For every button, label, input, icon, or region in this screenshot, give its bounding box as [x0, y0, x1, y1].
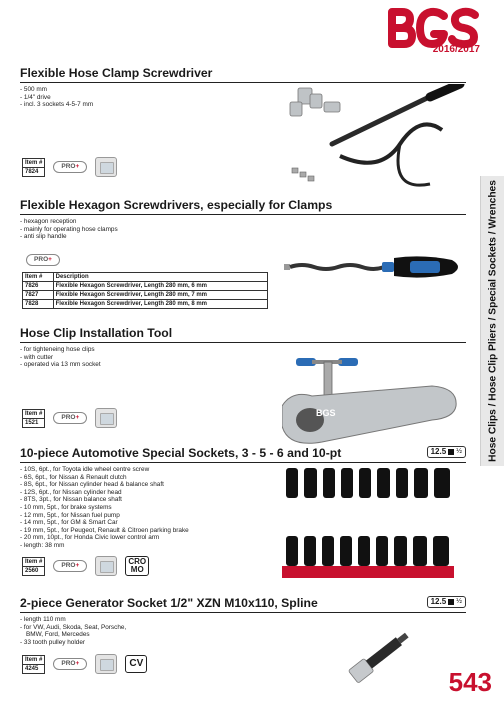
- item-description-table: [22, 272, 268, 309]
- feature-item: - 500 mm: [20, 86, 47, 93]
- category-side-tab-label: Hose Clips / Hose Clip Pliers / Special Sockets / Wrenches: [487, 180, 498, 462]
- standard-icon: [95, 408, 117, 428]
- table-row[interactable]: [23, 300, 268, 309]
- item-header: Item #: [23, 409, 45, 418]
- pro-badge: PRO+: [53, 658, 87, 670]
- feature-item: - 20 mm, 10pt., for Honda Civic lower control arm: [20, 534, 160, 542]
- feature-item: - 6S, 6pt., for Nissan & Renault clutch: [20, 473, 127, 481]
- feature-item: - 10 mm, 5pt., for brake systems: [20, 503, 112, 511]
- product-section-flexible-hexagon-screwdrivers: [20, 198, 466, 241]
- feature-item: - with cutter: [20, 353, 54, 361]
- item-number: 7826: [23, 282, 54, 291]
- feature-list: [20, 218, 466, 241]
- item-number: 7827: [23, 291, 54, 300]
- feature-item: - hexagon reception: [20, 218, 77, 225]
- item-description: Flexible Hexagon Screwdriver, Length 280 mm, 7 mm: [53, 291, 267, 300]
- item-number[interactable]: 4245: [23, 664, 45, 673]
- svg-text:BGS: BGS: [316, 408, 336, 418]
- feature-item: - for tighteneing hose clips: [20, 346, 95, 353]
- item-description: Flexible Hexagon Screwdriver, Length 280 mm, 8 mm: [53, 300, 267, 309]
- item-row-2560: [22, 556, 149, 576]
- feature-item: - incl. 3 sockets 4-5-7 mm: [20, 101, 94, 109]
- category-side-tab[interactable]: [480, 176, 504, 466]
- section-title: Flexible Hose Clamp Screwdriver: [20, 66, 466, 83]
- feature-item: - 33 tooth pulley holder: [20, 638, 86, 646]
- feature-item: - length: 38 mm: [20, 541, 65, 549]
- chrome-vanadium-badge: CV: [125, 655, 147, 673]
- standard-icon: [95, 157, 117, 177]
- section-title: 2-piece Generator Socket 1/2" XZN M10x110, Spline: [20, 596, 466, 613]
- product-image-hose-clamp-screwdriver: [280, 84, 466, 194]
- section-title: 10-piece Automotive Special Sockets, 3 - 5 - 6 and 10-pt: [20, 446, 466, 463]
- feature-item: - 1/4" drive: [20, 93, 51, 101]
- product-image-generator-socket: [340, 616, 420, 696]
- catalog-year: 2016/2017: [432, 44, 480, 55]
- item-row-4245: [22, 654, 147, 674]
- item-table: [22, 557, 45, 576]
- table-row[interactable]: [23, 282, 268, 291]
- feature-item: - for VW, Audi, Skoda, Seat, Porsche,: [20, 623, 127, 631]
- table-row[interactable]: [23, 291, 268, 300]
- feature-item: - anti slip handle: [20, 233, 67, 241]
- feature-item: - length 110 mm: [20, 616, 66, 623]
- standard-icon: [95, 654, 117, 674]
- product-image-hexagon-screwdriver: [282, 252, 466, 282]
- feature-item: BMW, Ford, Mercedes: [26, 631, 90, 639]
- item-table: [22, 158, 45, 177]
- feature-item: - operated via 13 mm socket: [20, 361, 101, 369]
- item-table: [22, 409, 45, 428]
- standard-icon: [95, 556, 117, 576]
- item-number[interactable]: 1521: [23, 418, 45, 427]
- feature-item: - 14 mm, 5pt., for GM & Smart Car: [20, 519, 118, 527]
- item-header: Item #: [23, 158, 45, 167]
- item-number[interactable]: 7824: [23, 167, 45, 176]
- column-header-item: Item #: [23, 273, 54, 282]
- product-image-socket-set: [282, 464, 458, 588]
- item-table: [22, 655, 45, 674]
- drive-size-badge: 12.5 ½: [427, 446, 466, 458]
- feature-item: - 10S, 6pt., for Toyota idle wheel centre screw: [20, 466, 150, 473]
- item-number[interactable]: 2560: [23, 566, 45, 575]
- feature-item: - 8TS, 3pt., for Nissan balance shaft: [20, 496, 122, 504]
- item-header: Item #: [23, 557, 45, 566]
- feature-item: - 8S, 6pt., for Nissan cylinder head & balance shaft: [20, 481, 164, 489]
- square-drive-icon: [448, 599, 454, 605]
- section-title: Hose Clip Installation Tool: [20, 326, 466, 343]
- page-number: 543: [448, 667, 492, 697]
- pro-badge: PRO+: [53, 412, 87, 424]
- pro-badge: PRO+: [53, 560, 87, 572]
- drive-size-badge: 12.5 ½: [427, 596, 466, 608]
- feature-item: - mainly for operating hose clamps: [20, 225, 118, 233]
- item-header: Item #: [23, 655, 45, 664]
- item-row-7824: [22, 157, 117, 177]
- pro-badge: PRO+: [26, 254, 60, 266]
- feature-item: - 19 mm, 5pt., for Peugeot, Renault & Citroen parking brake: [20, 526, 189, 534]
- item-description: Flexible Hexagon Screwdriver, Length 280 mm, 6 mm: [53, 282, 267, 291]
- feature-item: - 12S, 6pt., for Nissan cylinder head: [20, 488, 122, 496]
- product-image-hose-clip-installation-tool: [282, 356, 460, 452]
- chrome-molybdenum-badge: CRO MO: [125, 556, 149, 576]
- item-number: 7828: [23, 300, 54, 309]
- square-drive-icon: [448, 449, 454, 455]
- item-row-1521: [22, 408, 117, 428]
- pro-badge: PRO+: [53, 161, 87, 173]
- section-title: Flexible Hexagon Screwdrivers, especially for Clamps: [20, 198, 466, 215]
- feature-item: - 12 mm, 5pt., for Nissan fuel pump: [20, 511, 120, 519]
- column-header-description: Description: [53, 273, 267, 282]
